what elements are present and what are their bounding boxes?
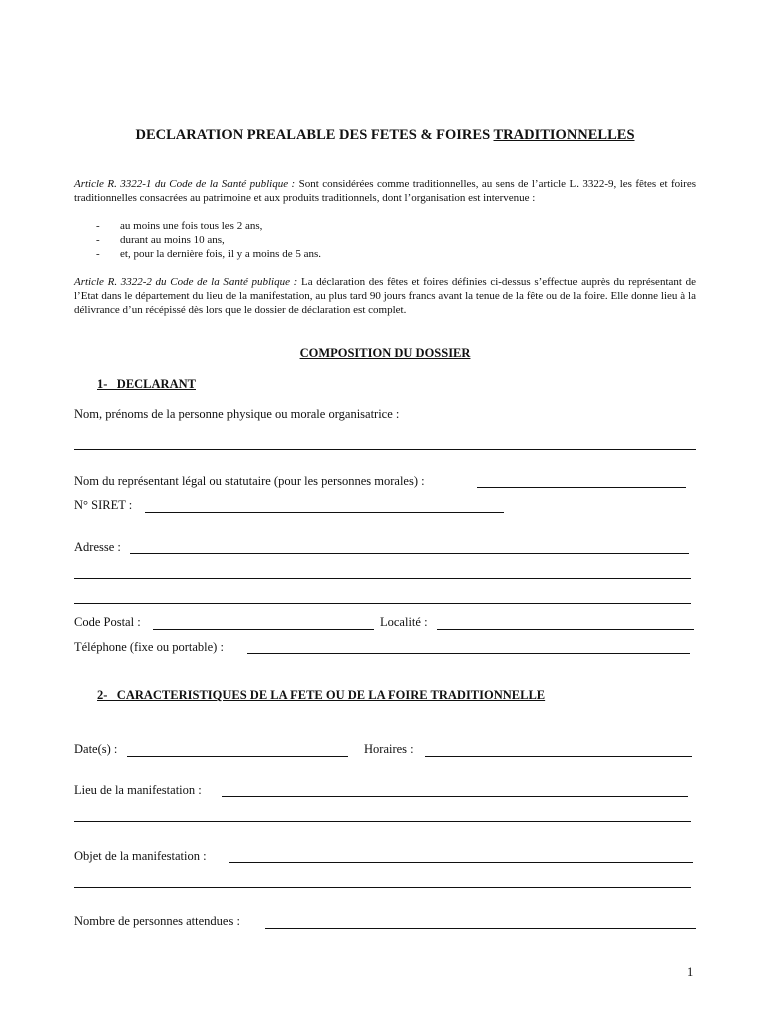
page-number: 1 <box>687 965 694 979</box>
section-1-heading: 1- DECLARANT <box>97 377 196 391</box>
document-title <box>0 127 770 144</box>
code-postal-field[interactable] <box>153 629 374 630</box>
horaires-field[interactable] <box>425 756 692 757</box>
article-1-text: Sont considérées comme traditionnelles, au sens de l’article L. 3322-9, les fêtes et foires traditionnelles consacrées au patrimoine et aux produits traditionnels, dont l’organisation est intervenue : <box>74 178 696 204</box>
telephone-label: Téléphone (fixe ou portable) : <box>74 640 224 654</box>
representant-field[interactable] <box>477 487 686 488</box>
dates-label: Date(s) : <box>74 742 118 756</box>
title-main: DECLARATION PREALABLE DES FETES & FOIRES <box>135 127 494 143</box>
article-1-bullets <box>96 219 321 261</box>
section-2-heading: 2- CARACTERISTIQUES DE LA FETE OU DE LA FOIRE TRADITIONNELLE <box>97 688 546 702</box>
objet-field-line-2[interactable] <box>74 887 691 888</box>
localite-field[interactable] <box>437 629 694 630</box>
personnes-label: Nombre de personnes attendues : <box>74 914 240 928</box>
code-postal-label: Code Postal : <box>74 615 141 629</box>
horaires-label: Horaires : <box>364 742 414 756</box>
objet-label: Objet de la manifestation : <box>74 849 207 863</box>
localite-label: Localité : <box>380 615 428 629</box>
adresse-field-line-2[interactable] <box>74 578 691 579</box>
bullet-item: - au moins une fois tous les 2 ans, <box>96 220 263 232</box>
lieu-field-line-2[interactable] <box>74 821 691 822</box>
nom-label: Nom, prénoms de la personne physique ou morale organisatrice : <box>74 407 400 421</box>
nom-field[interactable] <box>74 449 696 450</box>
title-underlined: TRADITIONNELLES <box>493 127 635 143</box>
dates-field[interactable] <box>127 756 348 757</box>
article-2-paragraph <box>74 275 696 317</box>
bullet-item: - durant au moins 10 ans, <box>96 234 225 246</box>
article-2-ref: Article R. 3322-2 du Code de la Santé publique : <box>74 276 298 288</box>
adresse-label: Adresse : <box>74 540 121 554</box>
siret-label: N° SIRET : <box>74 498 133 512</box>
composition-heading: COMPOSITION DU DOSSIER <box>299 346 471 360</box>
lieu-field-line-1[interactable] <box>222 796 688 797</box>
article-1-paragraph <box>74 177 696 205</box>
objet-field-line-1[interactable] <box>229 862 693 863</box>
adresse-field-line-1[interactable] <box>130 553 689 554</box>
adresse-field-line-3[interactable] <box>74 603 691 604</box>
article-2-text: La déclaration des fêtes et foires définies ci-dessus s’effectue auprès du représentant de l’Etat dans le département du lieu de la manifestation, au plus tard 90 jours francs avant la tenue de la fête ou de la foire. Elle donne lieu à la délivrance d’un récépissé dès lors que le dossier de déclaration est complet. <box>74 276 696 316</box>
bullet-item: - et, pour la dernière fois, il y a moins de 5 ans. <box>96 248 322 260</box>
representant-label: Nom du représentant légal ou statutaire (pour les personnes morales) : <box>74 474 425 488</box>
personnes-field[interactable] <box>265 928 696 929</box>
lieu-label: Lieu de la manifestation : <box>74 783 202 797</box>
telephone-field[interactable] <box>247 653 690 654</box>
article-1-ref: Article R. 3322-1 du Code de la Santé publique : <box>74 178 296 190</box>
siret-field[interactable] <box>145 512 504 513</box>
